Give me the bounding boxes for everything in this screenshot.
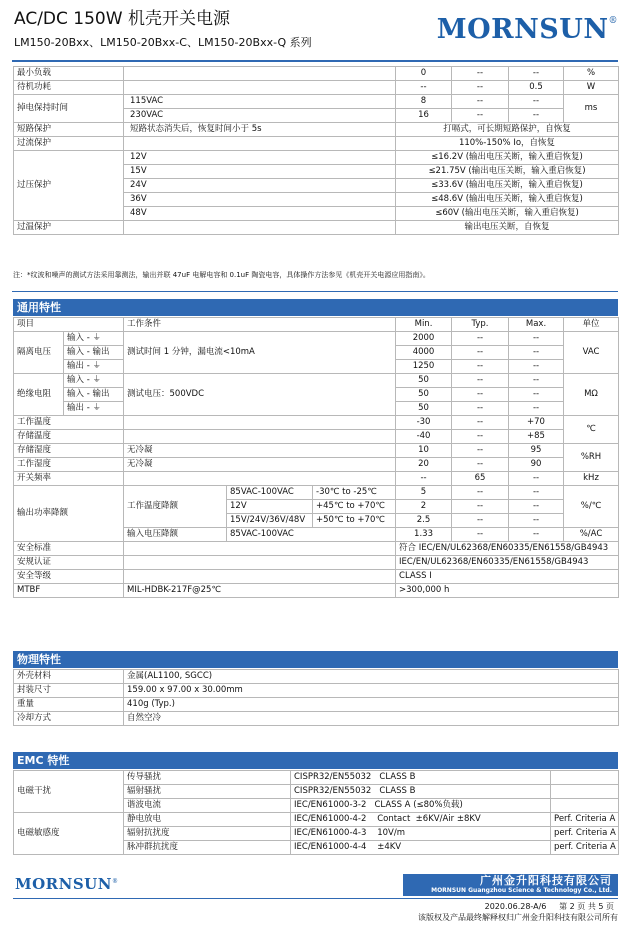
footer-divider: [13, 898, 618, 899]
table-row: 短路保护 短路状态消失后，恢复时间小于 5s 打嗝式，可长期短路保护，自恢复: [14, 123, 619, 137]
table-row: 48V ≤60V (输出电压关断，输入重启恢复): [14, 207, 619, 221]
table-row: 15V ≤21.75V (输出电压关断，输入重启恢复): [14, 165, 619, 179]
table-row: 最小负载 0 -- -- %: [14, 67, 619, 81]
section-title-emc: EMC 特性: [13, 752, 618, 769]
table-row: 24V ≤33.6V (输出电压关断，输入重启恢复): [14, 179, 619, 193]
footer-date-page: 2020.06.28-A/6 第 2 页 共 5 页: [484, 902, 614, 911]
footer-rights: 该版权及产品最终解释权归广州金升阳科技有限公司所有: [418, 913, 618, 922]
section-divider: [12, 291, 618, 292]
table-row: 辐射抗扰度 IEC/EN61000-4-3 10V/m perf. Criteria A: [14, 827, 619, 841]
header-divider: [12, 60, 618, 62]
footer-company-band: [403, 874, 618, 896]
page-footer: [13, 874, 618, 896]
table-row: 15V/24V/36V/48V +50℃ to +70℃ 2.5 -- --: [14, 514, 619, 528]
table-row: 输出 - ⏚ 50 -- --: [14, 402, 619, 416]
section-title-physical: 物理特性: [13, 651, 618, 668]
table-row: 过流保护 110%-150% Io，自恢复: [14, 137, 619, 151]
footer-company-cn: 广州金升阳科技有限公司: [480, 874, 612, 887]
table-footnote: 注：*纹波和噪声的测试方法采用靠测法，输出并联 47uF 电解电容和 0.1uF 陶瓷电容，具体操作方法参见《机壳开关电源应用指南》。: [13, 271, 430, 279]
table-row: 工作温度 -30 -- +70 ℃: [14, 416, 619, 430]
table-row: 谐波电流 IEC/EN61000-3-2 CLASS A (≤80%负载): [14, 799, 619, 813]
section-title-general: 通用特性: [13, 299, 618, 316]
table-row: 封装尺寸 159.00 x 97.00 x 30.00mm: [14, 684, 619, 698]
table-row: 过温保护 输出电压关断，自恢复: [14, 221, 619, 235]
table-row: 12V +45℃ to +70℃ 2 -- --: [14, 500, 619, 514]
table-row: 230VAC 16 -- --: [14, 109, 619, 123]
table-row: 开关频率 -- 65 -- kHz: [14, 472, 619, 486]
table-row: 输入 - 输出 50 -- --: [14, 388, 619, 402]
table-row: 安全标准 符合 IEC/EN/UL62368/EN60335/EN61558/GB4943: [14, 542, 619, 556]
brand-logo: MORNSUN®: [436, 14, 618, 45]
page-header: [14, 8, 618, 58]
physical-spec-table: [13, 669, 619, 726]
table-header-row: 项目 工作条件 Min. Typ. Max. 单位: [14, 318, 619, 332]
table-row: 安规认证 IEC/EN/UL62368/EN60335/EN61558/GB4943: [14, 556, 619, 570]
table-row: 脉冲群抗扰度 IEC/EN61000-4-4 ±4KV perf. Criteria A: [14, 841, 619, 855]
footer-company-en: MORNSUN Guangzhou Science & Technology Co., Ltd.: [431, 887, 612, 894]
table-row: 电磁干扰 传导骚扰 CISPR32/EN55032 CLASS B: [14, 771, 619, 785]
table-row: 隔离电压 输入 - ⏚ 测试时间 1 分钟，漏电流<10mA 2000 -- -- VAC: [14, 332, 619, 346]
emc-spec-table: [13, 770, 619, 855]
page-title: AC/DC 150W 机壳开关电源: [14, 9, 230, 29]
footer-logo: MORNSUN®: [15, 875, 119, 893]
table-row: 电磁敏感度 静电放电 IEC/EN61000-4-2 Contact ±6KV/Air ±8KV Perf. Criteria A: [14, 813, 619, 827]
table-row: 工作湿度 无冷凝 20 -- 90: [14, 458, 619, 472]
table-row: 重量 410g (Typ.): [14, 698, 619, 712]
general-spec-table: [13, 317, 619, 598]
table-row: 36V ≤48.6V (输出电压关断，输入重启恢复): [14, 193, 619, 207]
table-row: 冷却方式 自然空冷: [14, 712, 619, 726]
page-subtitle: LM150-20Bxx、LM150-20Bxx-C、LM150-20Bxx-Q 系列: [14, 36, 312, 49]
table-row: 输出功率降额 工作温度降额 85VAC-100VAC -30℃ to -25℃ 5 -- -- %/℃: [14, 486, 619, 500]
table-row: 输入电压降额 85VAC-100VAC 1.33 -- -- %/AC: [14, 528, 619, 542]
table-row: MTBF MIL-HDBK-217F@25℃ >300,000 h: [14, 584, 619, 598]
table-row: 辐射骚扰 CISPR32/EN55032 CLASS B: [14, 785, 619, 799]
table-row: 存储湿度 无冷凝 10 -- 95 %RH: [14, 444, 619, 458]
table-row: 掉电保持时间 115VAC 8 -- -- ms: [14, 95, 619, 109]
table-row: 过压保护 12V ≤16.2V (输出电压关断，输入重启恢复): [14, 151, 619, 165]
table-row: 绝缘电阻 输入 - ⏚ 测试电压：500VDC 50 -- -- MΩ: [14, 374, 619, 388]
table-row: 输入 - 输出 4000 -- --: [14, 346, 619, 360]
table-row: 待机功耗 -- -- 0.5 W: [14, 81, 619, 95]
table-row: 输出 - ⏚ 1250 -- --: [14, 360, 619, 374]
output-spec-table: [13, 66, 619, 235]
table-row: 存储温度 -40 -- +85: [14, 430, 619, 444]
table-row: 安全等级 CLASS I: [14, 570, 619, 584]
table-row: 外壳材料 金属(AL1100, SGCC): [14, 670, 619, 684]
